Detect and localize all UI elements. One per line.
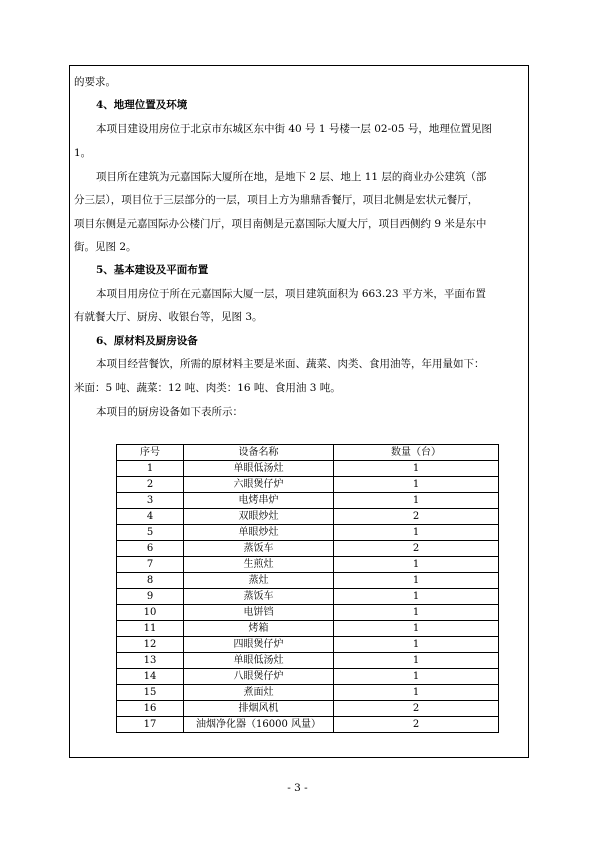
cell-equipment-name: 蒸灶 xyxy=(184,573,334,589)
table-row xyxy=(117,477,499,493)
table-row xyxy=(117,605,499,621)
table-row xyxy=(117,541,499,557)
table-row xyxy=(117,621,499,637)
cell-serial: 15 xyxy=(117,685,184,701)
kitchen-equipment-table xyxy=(116,444,499,733)
cell-serial: 12 xyxy=(117,637,184,653)
cell-quantity: 1 xyxy=(334,525,499,541)
table-row xyxy=(117,557,499,573)
cell-equipment-name: 烤箱 xyxy=(184,621,334,637)
table-row xyxy=(117,509,499,525)
table-row xyxy=(117,589,499,605)
cell-equipment-name: 煮面灶 xyxy=(184,685,334,701)
cell-quantity: 1 xyxy=(334,493,499,509)
cell-serial: 7 xyxy=(117,557,184,573)
section-5-para-1: 本项目用房位于所在元嘉国际大厦一层，项目建筑面积为 663.23 平方米，平面布置 xyxy=(96,288,486,300)
cell-serial: 17 xyxy=(117,717,184,733)
cell-quantity: 1 xyxy=(334,461,499,477)
cell-quantity: 1 xyxy=(334,477,499,493)
cell-serial: 9 xyxy=(117,589,184,605)
header-equipment-name: 设备名称 xyxy=(184,445,334,461)
cell-equipment-name: 蒸饭车 xyxy=(184,541,334,557)
cell-equipment-name: 油烟净化器（16000 风量） xyxy=(184,717,334,733)
cell-quantity: 1 xyxy=(334,653,499,669)
cell-serial: 13 xyxy=(117,653,184,669)
section-4-para-2-cont: 街。见图 2。 xyxy=(74,241,137,253)
cell-quantity: 1 xyxy=(334,685,499,701)
cell-equipment-name: 六眼煲仔炉 xyxy=(184,477,334,493)
section-5-heading: 5、基本建设及平面布置 xyxy=(96,264,209,276)
page-number: - 3 - xyxy=(287,782,308,794)
table-row xyxy=(117,701,499,717)
cell-serial: 16 xyxy=(117,701,184,717)
cell-equipment-name: 蒸饭车 xyxy=(184,589,334,605)
section-4-para-2: 项目所在建筑为元嘉国际大厦所在地，是地下 2 层、地上 11 层的商业办公建筑（部 xyxy=(96,171,487,183)
cell-serial: 5 xyxy=(117,525,184,541)
cell-quantity: 2 xyxy=(334,509,499,525)
cell-quantity: 2 xyxy=(334,717,499,733)
cell-equipment-name: 双眼炒灶 xyxy=(184,509,334,525)
cell-serial: 6 xyxy=(117,541,184,557)
table-row xyxy=(117,525,499,541)
section-4-para-2-cont: 项目东侧是元嘉国际办公楼门厅，项目南侧是元嘉国际大厦大厅，项目西侧约 9 米是东中 xyxy=(74,218,487,230)
cell-equipment-name: 单眼低汤灶 xyxy=(184,461,334,477)
table-row xyxy=(117,493,499,509)
table-row xyxy=(117,717,499,733)
section-6-para-2: 本项目的厨房设备如下表所示： xyxy=(96,406,243,418)
header-serial: 序号 xyxy=(117,445,184,461)
section-4-para-2-cont: 分三层），项目位于三层部分的一层，项目上方为鼎鼎香餐厅，项目北侧是宏状元餐厅， xyxy=(74,194,479,206)
cell-serial: 10 xyxy=(117,605,184,621)
table-row xyxy=(117,637,499,653)
cell-quantity: 2 xyxy=(334,541,499,557)
cell-quantity: 1 xyxy=(334,621,499,637)
cell-quantity: 1 xyxy=(334,557,499,573)
cell-equipment-name: 单眼炒灶 xyxy=(184,525,334,541)
section-4-para-1: 本项目建设用房位于北京市东城区东中街 40 号 1 号楼一层 02-05 号，地理位置见图 xyxy=(96,123,492,135)
section-4-para-1-cont: 1。 xyxy=(74,147,92,159)
table-row xyxy=(117,653,499,669)
cell-serial: 14 xyxy=(117,669,184,685)
table-header-row xyxy=(117,445,499,461)
header-quantity: 数量（台） xyxy=(334,445,499,461)
cell-serial: 4 xyxy=(117,509,184,525)
table-row xyxy=(117,573,499,589)
cell-serial: 2 xyxy=(117,477,184,493)
cell-equipment-name: 八眼煲仔炉 xyxy=(184,669,334,685)
cell-serial: 8 xyxy=(117,573,184,589)
table-row xyxy=(117,669,499,685)
cell-serial: 11 xyxy=(117,621,184,637)
section-6-heading: 6、原材料及厨房设备 xyxy=(96,335,198,347)
section-6-para-1-cont: 米面：5 吨、蔬菜：12 吨、肉类：16 吨、食用油 3 吨。 xyxy=(74,382,341,394)
cell-quantity: 1 xyxy=(334,669,499,685)
cell-quantity: 1 xyxy=(334,589,499,605)
cell-quantity: 2 xyxy=(334,701,499,717)
cell-serial: 1 xyxy=(117,461,184,477)
continuation-text: 的要求。 xyxy=(74,76,116,88)
cell-equipment-name: 电烤串炉 xyxy=(184,493,334,509)
cell-equipment-name: 单眼低汤灶 xyxy=(184,653,334,669)
cell-quantity: 1 xyxy=(334,637,499,653)
section-4-heading: 4、地理位置及环境 xyxy=(96,99,188,111)
cell-equipment-name: 四眼煲仔炉 xyxy=(184,637,334,653)
cell-quantity: 1 xyxy=(334,573,499,589)
table-row xyxy=(117,461,499,477)
cell-serial: 3 xyxy=(117,493,184,509)
section-5-para-1-cont: 有就餐大厅、厨房、收银台等，见图 3。 xyxy=(74,311,263,323)
cell-equipment-name: 排烟风机 xyxy=(184,701,334,717)
cell-equipment-name: 生煎灶 xyxy=(184,557,334,573)
cell-equipment-name: 电饼铛 xyxy=(184,605,334,621)
table-row xyxy=(117,685,499,701)
section-6-para-1: 本项目经营餐饮，所需的原材料主要是米面、蔬菜、肉类、食用油等，年用量如下： xyxy=(96,358,485,370)
cell-quantity: 1 xyxy=(334,605,499,621)
